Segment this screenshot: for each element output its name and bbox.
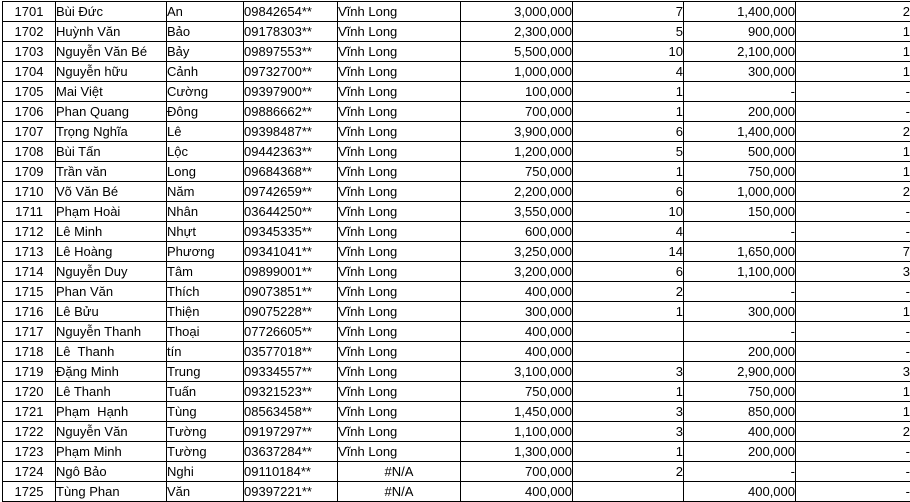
cell-last-middle-name[interactable]: Huỳnh Văn (56, 22, 167, 42)
cell-phone-number[interactable]: 09073851** (244, 282, 338, 302)
cell-last-middle-name[interactable]: Lê Thanh (56, 382, 167, 402)
cell-last-middle-name[interactable]: Nguyễn Thanh (56, 322, 167, 342)
table-row (3, 142, 910, 162)
cell-first-name[interactable]: Cảnh (167, 62, 244, 82)
cell-first-name[interactable]: Lộc (167, 142, 244, 162)
cell-count-a[interactable]: 5 (573, 142, 684, 162)
cell-phone-number[interactable]: 08563458** (244, 402, 338, 422)
cell-row-id[interactable]: 1721 (3, 402, 56, 422)
cell-count-b[interactable]: - (796, 442, 910, 462)
cell-count-a[interactable]: 1 (573, 442, 684, 462)
spreadsheet-table (2, 1, 910, 502)
cell-first-name[interactable]: Thoại (167, 322, 244, 342)
cell-first-name[interactable]: Văn (167, 482, 244, 502)
cell-last-middle-name[interactable]: Phạm Hoài (56, 202, 167, 222)
cell-first-name[interactable]: Nhân (167, 202, 244, 222)
cell-amount-b[interactable]: - (684, 82, 796, 102)
cell-amount-b[interactable]: 1,000,000 (684, 182, 796, 202)
cell-last-middle-name[interactable]: Tùng Phan (56, 482, 167, 502)
cell-count-b[interactable]: 1 (796, 142, 910, 162)
cell-last-middle-name[interactable]: Phan Văn (56, 282, 167, 302)
cell-phone-number[interactable]: 09442363** (244, 142, 338, 162)
table-row (3, 282, 910, 302)
cell-province[interactable]: Vĩnh Long (338, 202, 461, 222)
cell-last-middle-name[interactable]: Bùi Tấn (56, 142, 167, 162)
cell-count-b[interactable]: 2 (796, 122, 910, 142)
cell-row-id[interactable]: 1702 (3, 22, 56, 42)
cell-count-a[interactable]: 2 (573, 462, 684, 482)
cell-phone-number[interactable]: 09197297** (244, 422, 338, 442)
cell-amount-b[interactable]: 1,400,000 (684, 122, 796, 142)
cell-row-id[interactable]: 1714 (3, 262, 56, 282)
cell-count-b[interactable]: - (796, 462, 910, 482)
cell-phone-number[interactable]: 09899001** (244, 262, 338, 282)
cell-count-a[interactable]: 1 (573, 162, 684, 182)
cell-row-id[interactable]: 1715 (3, 282, 56, 302)
cell-phone-number[interactable]: 09684368** (244, 162, 338, 182)
cell-row-id[interactable]: 1706 (3, 102, 56, 122)
cell-amount-a[interactable]: 5,500,000 (461, 42, 573, 62)
cell-first-name[interactable]: Bảy (167, 42, 244, 62)
cell-province[interactable]: Vĩnh Long (338, 242, 461, 262)
cell-amount-a[interactable]: 750,000 (461, 162, 573, 182)
cell-province[interactable]: #N/A (338, 482, 461, 502)
cell-count-a[interactable]: 5 (573, 22, 684, 42)
cell-count-b[interactable]: 3 (796, 362, 910, 382)
cell-row-id[interactable]: 1716 (3, 302, 56, 322)
cell-amount-a[interactable]: 400,000 (461, 282, 573, 302)
cell-amount-a[interactable]: 600,000 (461, 222, 573, 242)
cell-count-a[interactable]: 10 (573, 42, 684, 62)
cell-amount-b[interactable]: - (684, 462, 796, 482)
cell-province[interactable]: Vĩnh Long (338, 382, 461, 402)
cell-amount-b[interactable]: - (684, 222, 796, 242)
cell-count-b[interactable]: 2 (796, 2, 910, 22)
cell-province[interactable]: #N/A (338, 462, 461, 482)
cell-amount-b[interactable]: 200,000 (684, 102, 796, 122)
cell-row-id[interactable]: 1708 (3, 142, 56, 162)
cell-count-b[interactable]: 2 (796, 422, 910, 442)
cell-amount-b[interactable]: 300,000 (684, 302, 796, 322)
cell-amount-a[interactable]: 1,450,000 (461, 402, 573, 422)
cell-province[interactable]: Vĩnh Long (338, 322, 461, 342)
cell-province[interactable]: Vĩnh Long (338, 262, 461, 282)
cell-count-a[interactable]: 6 (573, 262, 684, 282)
cell-amount-b[interactable]: 150,000 (684, 202, 796, 222)
cell-count-a[interactable]: 1 (573, 302, 684, 322)
cell-count-b[interactable]: - (796, 342, 910, 362)
cell-amount-b[interactable]: 200,000 (684, 342, 796, 362)
cell-amount-b[interactable]: 300,000 (684, 62, 796, 82)
cell-amount-b[interactable]: 1,400,000 (684, 2, 796, 22)
cell-last-middle-name[interactable]: Phạm Hạnh (56, 402, 167, 422)
cell-phone-number[interactable]: 09842654** (244, 2, 338, 22)
table-row (3, 362, 910, 382)
cell-row-id[interactable]: 1704 (3, 62, 56, 82)
cell-amount-a[interactable]: 3,100,000 (461, 362, 573, 382)
table-row (3, 302, 910, 322)
cell-province[interactable]: Vĩnh Long (338, 62, 461, 82)
cell-amount-b[interactable]: 1,100,000 (684, 262, 796, 282)
cell-count-b[interactable]: 1 (796, 302, 910, 322)
cell-last-middle-name[interactable]: Nguyễn Duy (56, 262, 167, 282)
cell-phone-number[interactable]: 09897553** (244, 42, 338, 62)
cell-phone-number[interactable]: 09345335** (244, 222, 338, 242)
cell-phone-number[interactable]: 09334557** (244, 362, 338, 382)
cell-first-name[interactable]: Thiện (167, 302, 244, 322)
cell-phone-number[interactable]: 09321523** (244, 382, 338, 402)
cell-count-b[interactable]: - (796, 82, 910, 102)
cell-row-id[interactable]: 1723 (3, 442, 56, 462)
cell-count-a[interactable]: 6 (573, 122, 684, 142)
table-row (3, 122, 910, 142)
cell-row-id[interactable]: 1701 (3, 2, 56, 22)
cell-first-name[interactable]: Tường (167, 422, 244, 442)
table-row (3, 2, 910, 22)
cell-last-middle-name[interactable]: Lê Bửu (56, 302, 167, 322)
cell-phone-number[interactable]: 09075228** (244, 302, 338, 322)
cell-count-b[interactable]: 7 (796, 242, 910, 262)
cell-row-id[interactable]: 1724 (3, 462, 56, 482)
cell-amount-a[interactable]: 700,000 (461, 102, 573, 122)
cell-amount-b[interactable]: 2,900,000 (684, 362, 796, 382)
cell-first-name[interactable]: Nghi (167, 462, 244, 482)
cell-first-name[interactable]: Trung (167, 362, 244, 382)
cell-amount-b[interactable]: 900,000 (684, 22, 796, 42)
cell-amount-a[interactable]: 3,250,000 (461, 242, 573, 262)
cell-first-name[interactable]: Lê (167, 122, 244, 142)
cell-province[interactable]: Vĩnh Long (338, 442, 461, 462)
cell-count-a[interactable]: 7 (573, 2, 684, 22)
cell-first-name[interactable]: Bảo (167, 22, 244, 42)
cell-row-id[interactable]: 1717 (3, 322, 56, 342)
cell-last-middle-name[interactable]: Đặng Minh (56, 362, 167, 382)
cell-count-b[interactable]: - (796, 102, 910, 122)
cell-row-id[interactable]: 1703 (3, 42, 56, 62)
cell-amount-a[interactable]: 700,000 (461, 462, 573, 482)
cell-first-name[interactable]: Tuấn (167, 382, 244, 402)
cell-last-middle-name[interactable]: Nguyễn Văn Bé (56, 42, 167, 62)
cell-count-b[interactable]: - (796, 482, 910, 502)
table-row (3, 262, 910, 282)
cell-first-name[interactable]: tín (167, 342, 244, 362)
cell-amount-a[interactable]: 1,200,000 (461, 142, 573, 162)
cell-count-a[interactable] (573, 322, 684, 342)
cell-amount-a[interactable]: 400,000 (461, 482, 573, 502)
cell-row-id[interactable]: 1710 (3, 182, 56, 202)
cell-last-middle-name[interactable]: Nguyễn Văn (56, 422, 167, 442)
cell-count-a[interactable]: 1 (573, 382, 684, 402)
cell-first-name[interactable]: Năm (167, 182, 244, 202)
table-row (3, 242, 910, 262)
cell-row-id[interactable]: 1711 (3, 202, 56, 222)
cell-row-id[interactable]: 1718 (3, 342, 56, 362)
cell-phone-number[interactable]: 03637284** (244, 442, 338, 462)
cell-phone-number[interactable]: 09886662** (244, 102, 338, 122)
cell-row-id[interactable]: 1709 (3, 162, 56, 182)
cell-count-a[interactable]: 10 (573, 202, 684, 222)
cell-amount-b[interactable]: 500,000 (684, 142, 796, 162)
cell-first-name[interactable]: Cường (167, 82, 244, 102)
cell-first-name[interactable]: Thích (167, 282, 244, 302)
cell-count-b[interactable]: 2 (796, 182, 910, 202)
cell-row-id[interactable]: 1705 (3, 82, 56, 102)
cell-amount-a[interactable]: 2,300,000 (461, 22, 573, 42)
table-row (3, 442, 910, 462)
cell-amount-a[interactable]: 3,000,000 (461, 2, 573, 22)
cell-province[interactable]: Vĩnh Long (338, 22, 461, 42)
cell-count-a[interactable]: 6 (573, 182, 684, 202)
cell-last-middle-name[interactable]: Ngô Bảo (56, 462, 167, 482)
cell-province[interactable]: Vĩnh Long (338, 2, 461, 22)
table-row (3, 462, 910, 482)
cell-first-name[interactable]: Nhựt (167, 222, 244, 242)
cell-last-middle-name[interactable]: Mai Việt (56, 82, 167, 102)
cell-first-name[interactable]: An (167, 2, 244, 22)
cell-first-name[interactable]: Tùng (167, 402, 244, 422)
cell-count-b[interactable]: 1 (796, 402, 910, 422)
cell-amount-a[interactable]: 1,300,000 (461, 442, 573, 462)
table-row (3, 162, 910, 182)
table-row (3, 222, 910, 242)
cell-phone-number[interactable]: 09341041** (244, 242, 338, 262)
cell-last-middle-name[interactable]: Võ Văn Bé (56, 182, 167, 202)
cell-row-id[interactable]: 1713 (3, 242, 56, 262)
cell-row-id[interactable]: 1725 (3, 482, 56, 502)
cell-amount-b[interactable]: 200,000 (684, 442, 796, 462)
cell-count-b[interactable]: 1 (796, 162, 910, 182)
cell-phone-number[interactable]: 09742659** (244, 182, 338, 202)
cell-province[interactable]: Vĩnh Long (338, 282, 461, 302)
cell-phone-number[interactable]: 09110184** (244, 462, 338, 482)
cell-count-a[interactable]: 1 (573, 102, 684, 122)
cell-count-b[interactable]: 1 (796, 382, 910, 402)
cell-count-a[interactable]: 3 (573, 422, 684, 442)
cell-province[interactable]: Vĩnh Long (338, 122, 461, 142)
cell-province[interactable]: Vĩnh Long (338, 362, 461, 382)
cell-last-middle-name[interactable]: Phạm Minh (56, 442, 167, 462)
table-row (3, 322, 910, 342)
cell-phone-number[interactable]: 09178303** (244, 22, 338, 42)
cell-amount-b[interactable]: 1,650,000 (684, 242, 796, 262)
cell-first-name[interactable]: Đông (167, 102, 244, 122)
cell-province[interactable]: Vĩnh Long (338, 422, 461, 442)
table-row (3, 202, 910, 222)
cell-amount-a[interactable]: 3,900,000 (461, 122, 573, 142)
table-row (3, 342, 910, 362)
cell-phone-number[interactable]: 07726605** (244, 322, 338, 342)
cell-province[interactable]: Vĩnh Long (338, 222, 461, 242)
table-row (3, 22, 910, 42)
cell-amount-b[interactable]: 400,000 (684, 482, 796, 502)
cell-province[interactable]: Vĩnh Long (338, 142, 461, 162)
cell-province[interactable]: Vĩnh Long (338, 42, 461, 62)
cell-row-id[interactable]: 1719 (3, 362, 56, 382)
cell-count-a[interactable] (573, 342, 684, 362)
table-row (3, 382, 910, 402)
cell-phone-number[interactable]: 03577018** (244, 342, 338, 362)
cell-count-b[interactable]: - (796, 322, 910, 342)
table-row (3, 42, 910, 62)
cell-province[interactable]: Vĩnh Long (338, 82, 461, 102)
cell-last-middle-name[interactable]: Lê Minh (56, 222, 167, 242)
cell-province[interactable]: Vĩnh Long (338, 302, 461, 322)
cell-phone-number[interactable]: 09732700** (244, 62, 338, 82)
cell-province[interactable]: Vĩnh Long (338, 162, 461, 182)
table-row (3, 82, 910, 102)
table-row (3, 102, 910, 122)
cell-count-b[interactable]: 1 (796, 42, 910, 62)
cell-count-a[interactable]: 14 (573, 242, 684, 262)
cell-last-middle-name[interactable]: Trọng Nghĩa (56, 122, 167, 142)
cell-amount-b[interactable]: 750,000 (684, 162, 796, 182)
cell-count-a[interactable] (573, 482, 684, 502)
cell-first-name[interactable]: Tường (167, 442, 244, 462)
cell-amount-a[interactable]: 3,550,000 (461, 202, 573, 222)
cell-count-b[interactable]: 1 (796, 22, 910, 42)
cell-province[interactable]: Vĩnh Long (338, 342, 461, 362)
cell-amount-a[interactable]: 1,100,000 (461, 422, 573, 442)
cell-first-name[interactable]: Long (167, 162, 244, 182)
table-row (3, 422, 910, 442)
cell-amount-b[interactable]: 2,100,000 (684, 42, 796, 62)
cell-amount-a[interactable]: 750,000 (461, 382, 573, 402)
cell-last-middle-name[interactable]: Nguyễn hữu (56, 62, 167, 82)
cell-last-middle-name[interactable]: Lê Hoàng (56, 242, 167, 262)
cell-row-id[interactable]: 1722 (3, 422, 56, 442)
cell-row-id[interactable]: 1712 (3, 222, 56, 242)
cell-count-b[interactable]: - (796, 282, 910, 302)
table-body (3, 2, 910, 502)
cell-last-middle-name[interactable]: Lê Thanh (56, 342, 167, 362)
table-row (3, 482, 910, 502)
cell-first-name[interactable]: Tâm (167, 262, 244, 282)
cell-count-a[interactable]: 4 (573, 62, 684, 82)
cell-count-a[interactable]: 2 (573, 282, 684, 302)
cell-phone-number[interactable]: 09398487** (244, 122, 338, 142)
cell-count-a[interactable]: 4 (573, 222, 684, 242)
cell-province[interactable]: Vĩnh Long (338, 402, 461, 422)
cell-amount-a[interactable]: 3,200,000 (461, 262, 573, 282)
table-row (3, 182, 910, 202)
cell-amount-a[interactable]: 1,000,000 (461, 62, 573, 82)
cell-count-b[interactable]: 3 (796, 262, 910, 282)
cell-amount-a[interactable]: 400,000 (461, 342, 573, 362)
cell-last-middle-name[interactable]: Phan Quang (56, 102, 167, 122)
cell-last-middle-name[interactable]: Trần văn (56, 162, 167, 182)
cell-amount-b[interactable]: - (684, 282, 796, 302)
cell-phone-number[interactable]: 09397221** (244, 482, 338, 502)
cell-count-b[interactable]: - (796, 202, 910, 222)
cell-phone-number[interactable]: 09397900** (244, 82, 338, 102)
cell-last-middle-name[interactable]: Bùi Đức (56, 2, 167, 22)
cell-count-a[interactable]: 3 (573, 402, 684, 422)
cell-amount-a[interactable]: 400,000 (461, 322, 573, 342)
table-row (3, 62, 910, 82)
cell-count-b[interactable]: 1 (796, 62, 910, 82)
cell-row-id[interactable]: 1707 (3, 122, 56, 142)
cell-amount-b[interactable]: - (684, 322, 796, 342)
cell-count-b[interactable]: - (796, 222, 910, 242)
cell-count-a[interactable]: 3 (573, 362, 684, 382)
cell-amount-a[interactable]: 100,000 (461, 82, 573, 102)
cell-amount-b[interactable]: 850,000 (684, 402, 796, 422)
cell-amount-a[interactable]: 2,200,000 (461, 182, 573, 202)
cell-amount-a[interactable]: 300,000 (461, 302, 573, 322)
table-row (3, 402, 910, 422)
cell-phone-number[interactable]: 03644250** (244, 202, 338, 222)
cell-row-id[interactable]: 1720 (3, 382, 56, 402)
cell-amount-b[interactable]: 750,000 (684, 382, 796, 402)
cell-province[interactable]: Vĩnh Long (338, 102, 461, 122)
cell-first-name[interactable]: Phương (167, 242, 244, 262)
cell-count-a[interactable]: 1 (573, 82, 684, 102)
cell-province[interactable]: Vĩnh Long (338, 182, 461, 202)
cell-amount-b[interactable]: 400,000 (684, 422, 796, 442)
